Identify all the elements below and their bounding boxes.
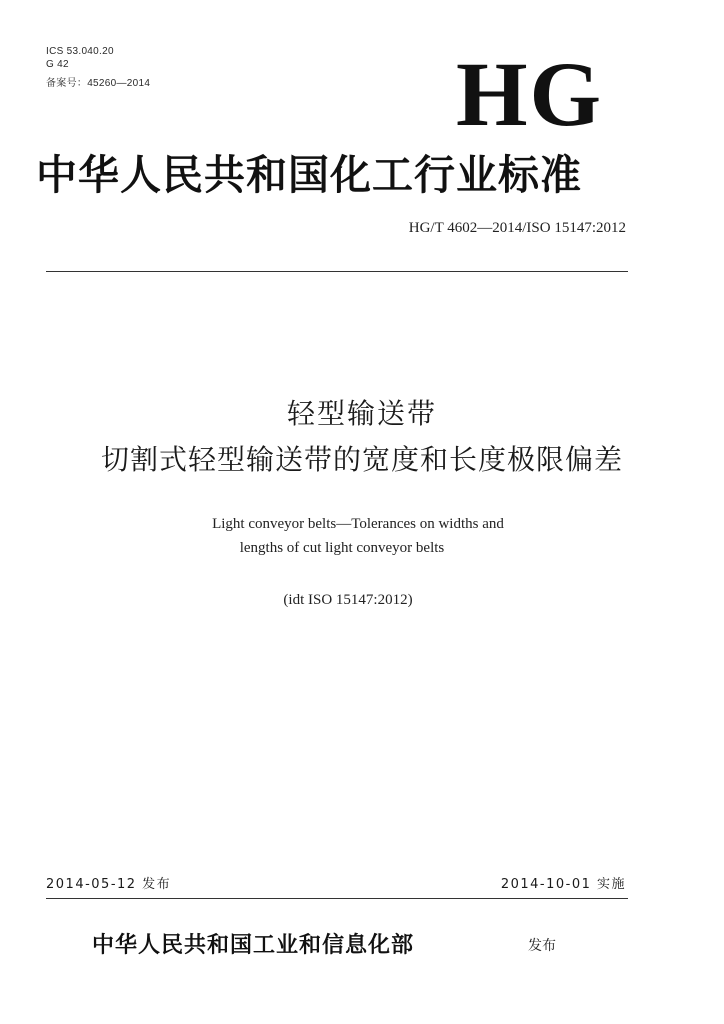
implementation-date: 2014-10-01 实施: [500, 877, 626, 892]
issue-date: 2014-05-12 发布: [46, 877, 172, 892]
publisher-suffix: 发布: [528, 938, 556, 954]
top-divider: [46, 271, 628, 272]
bottom-divider: [46, 898, 628, 899]
document-title-line2: 切割式轻型输送带的宽度和长度极限偏差: [100, 443, 623, 476]
standard-number: HG/T 4602—2014/ISO 15147:2012: [408, 220, 626, 236]
ics-code: ICS 53.040.20: [46, 46, 114, 57]
english-title-line1: Light conveyor belts—Tolerances on widths and: [212, 516, 504, 532]
classification-code: G 42: [46, 59, 69, 70]
hg-logo: HG: [456, 43, 604, 145]
idt-reference: (idt ISO 15147:2012): [283, 592, 413, 608]
record-number: 备案号：45260—2014: [46, 78, 151, 89]
english-title-line2: lengths of cut light conveyor belts: [239, 540, 445, 556]
publisher-name: 中华人民共和国工业和信息化部: [92, 932, 415, 958]
document-title-line1: 轻型输送带: [286, 397, 437, 430]
standard-category-title: 中华人民共和国化工行业标准: [36, 151, 582, 199]
